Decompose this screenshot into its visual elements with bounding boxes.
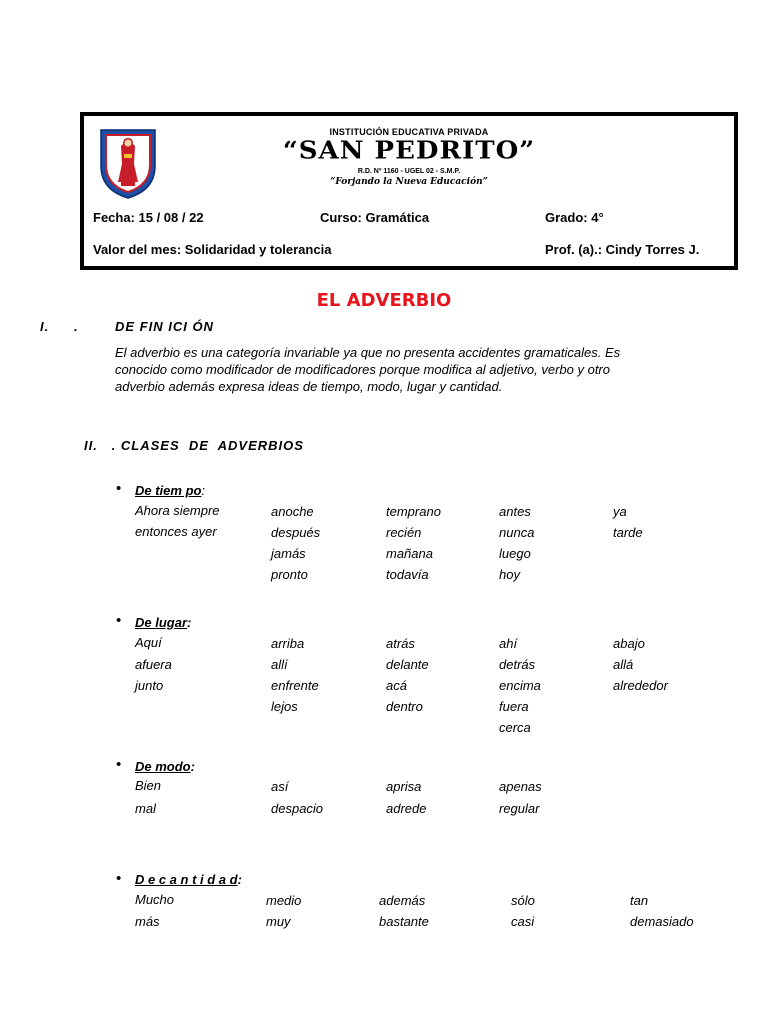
word: Bien xyxy=(135,778,162,793)
word: recién xyxy=(386,525,422,540)
word: allá xyxy=(613,657,634,672)
word: demasiado xyxy=(630,914,694,929)
bullet-lugar: • xyxy=(116,612,122,629)
word: temprano xyxy=(386,504,441,519)
word: mal xyxy=(135,801,156,816)
category-tiempo-heading xyxy=(135,482,205,500)
word: fuera xyxy=(499,699,529,714)
word: bastante xyxy=(379,914,429,929)
category-lugar-heading xyxy=(135,614,191,632)
institution-resolution: R.D. Nº 1160 - UGEL 02 - S.M.P. xyxy=(357,168,461,175)
section1-dot: . xyxy=(74,319,79,334)
word: luego xyxy=(499,546,531,561)
category-tiempo-label: De tiem po xyxy=(135,483,202,498)
word: así xyxy=(271,779,289,794)
word: pronto xyxy=(271,567,308,582)
category-cantidad-heading xyxy=(135,871,242,889)
word: muy xyxy=(266,914,291,929)
word: más xyxy=(135,914,160,929)
word: mañana xyxy=(386,546,433,561)
word: aprisa xyxy=(386,779,422,794)
word: anoche xyxy=(271,504,314,519)
word: tan xyxy=(630,893,649,908)
word: junto xyxy=(135,678,164,693)
word: despacio xyxy=(271,801,324,816)
word: tarde xyxy=(613,525,643,540)
word: enfrente xyxy=(271,678,319,693)
category-modo-label: De modo xyxy=(135,759,191,774)
word: adrede xyxy=(386,801,427,816)
word: todavía xyxy=(386,567,429,582)
word: medio xyxy=(266,893,302,908)
definition-line: adverbio además expresa ideas de tiempo, modo, lugar y cantidad. xyxy=(115,379,503,394)
section1-number: I. xyxy=(40,319,50,334)
definition-paragraph xyxy=(115,344,675,395)
category-tiempo-colon: : xyxy=(201,483,206,498)
header-box xyxy=(80,112,738,270)
category-lugar-colon: : xyxy=(187,615,192,630)
word: regular xyxy=(499,801,540,816)
word: Mucho xyxy=(135,892,175,907)
institution-motto: “Forjando la Nueva Educación” xyxy=(330,177,488,187)
definition-line: El adverbio es una categoría invariable ya que no presenta accidentes gramaticales. Es xyxy=(115,345,621,360)
word: alrededor xyxy=(613,678,668,693)
word: casi xyxy=(511,914,535,929)
word: además xyxy=(379,893,426,908)
word: sólo xyxy=(511,893,535,908)
word: abajo xyxy=(613,636,645,651)
bullet-cantidad: • xyxy=(116,870,122,887)
word: encima xyxy=(499,678,541,693)
date-field: Fecha: 15 / 08 / 22 xyxy=(93,210,204,225)
word: hoy xyxy=(499,567,520,582)
category-cantidad-label: D e c a n t i d a d xyxy=(135,872,238,887)
teacher-field: Prof. (a).: Cindy Torres J. xyxy=(545,242,700,257)
word: afuera xyxy=(135,657,172,672)
word: Ahora siempre xyxy=(135,503,220,518)
month-value-field: Valor del mes: Solidaridad y tolerancia xyxy=(93,242,332,257)
course-field: Curso: Gramática xyxy=(320,210,430,225)
word: dentro xyxy=(386,699,423,714)
definition-line: conocido como modificador de modificadores porque modifica al adjetivo, verbo y otro xyxy=(115,362,610,377)
word: acá xyxy=(386,678,407,693)
grade-field: Grado: 4° xyxy=(545,210,604,225)
word: Aquí xyxy=(135,635,162,650)
word: jamás xyxy=(271,546,306,561)
word: arriba xyxy=(271,636,305,651)
category-modo-heading xyxy=(135,758,195,776)
bullet-modo: • xyxy=(116,756,122,773)
word: lejos xyxy=(271,699,298,714)
word: atrás xyxy=(386,636,415,651)
word: apenas xyxy=(499,779,542,794)
word: después xyxy=(271,525,321,540)
word: ahí xyxy=(499,636,518,651)
word: delante xyxy=(386,657,429,672)
word: allí xyxy=(271,657,288,672)
institution-name: “SAN PEDRITO” xyxy=(282,136,536,166)
category-cantidad-colon: : xyxy=(237,872,242,887)
word: entonces ayer xyxy=(135,524,217,539)
word: ya xyxy=(613,504,627,519)
institution-label: INSTITUCIÓN EDUCATIVA PRIVADA xyxy=(329,127,489,137)
word: nunca xyxy=(499,525,535,540)
category-lugar-label: De lugar xyxy=(135,615,188,630)
section2-heading: II. . CLASES DE ADVERBIOS xyxy=(84,438,304,453)
word: detrás xyxy=(499,657,536,672)
word: cerca xyxy=(499,720,531,735)
word: antes xyxy=(499,504,531,519)
section1-heading: DE FIN ICI ÓN xyxy=(115,319,214,334)
bullet-tiempo: • xyxy=(116,480,122,497)
category-modo-colon: : xyxy=(190,759,195,774)
page-title: EL ADVERBIO xyxy=(316,290,452,311)
